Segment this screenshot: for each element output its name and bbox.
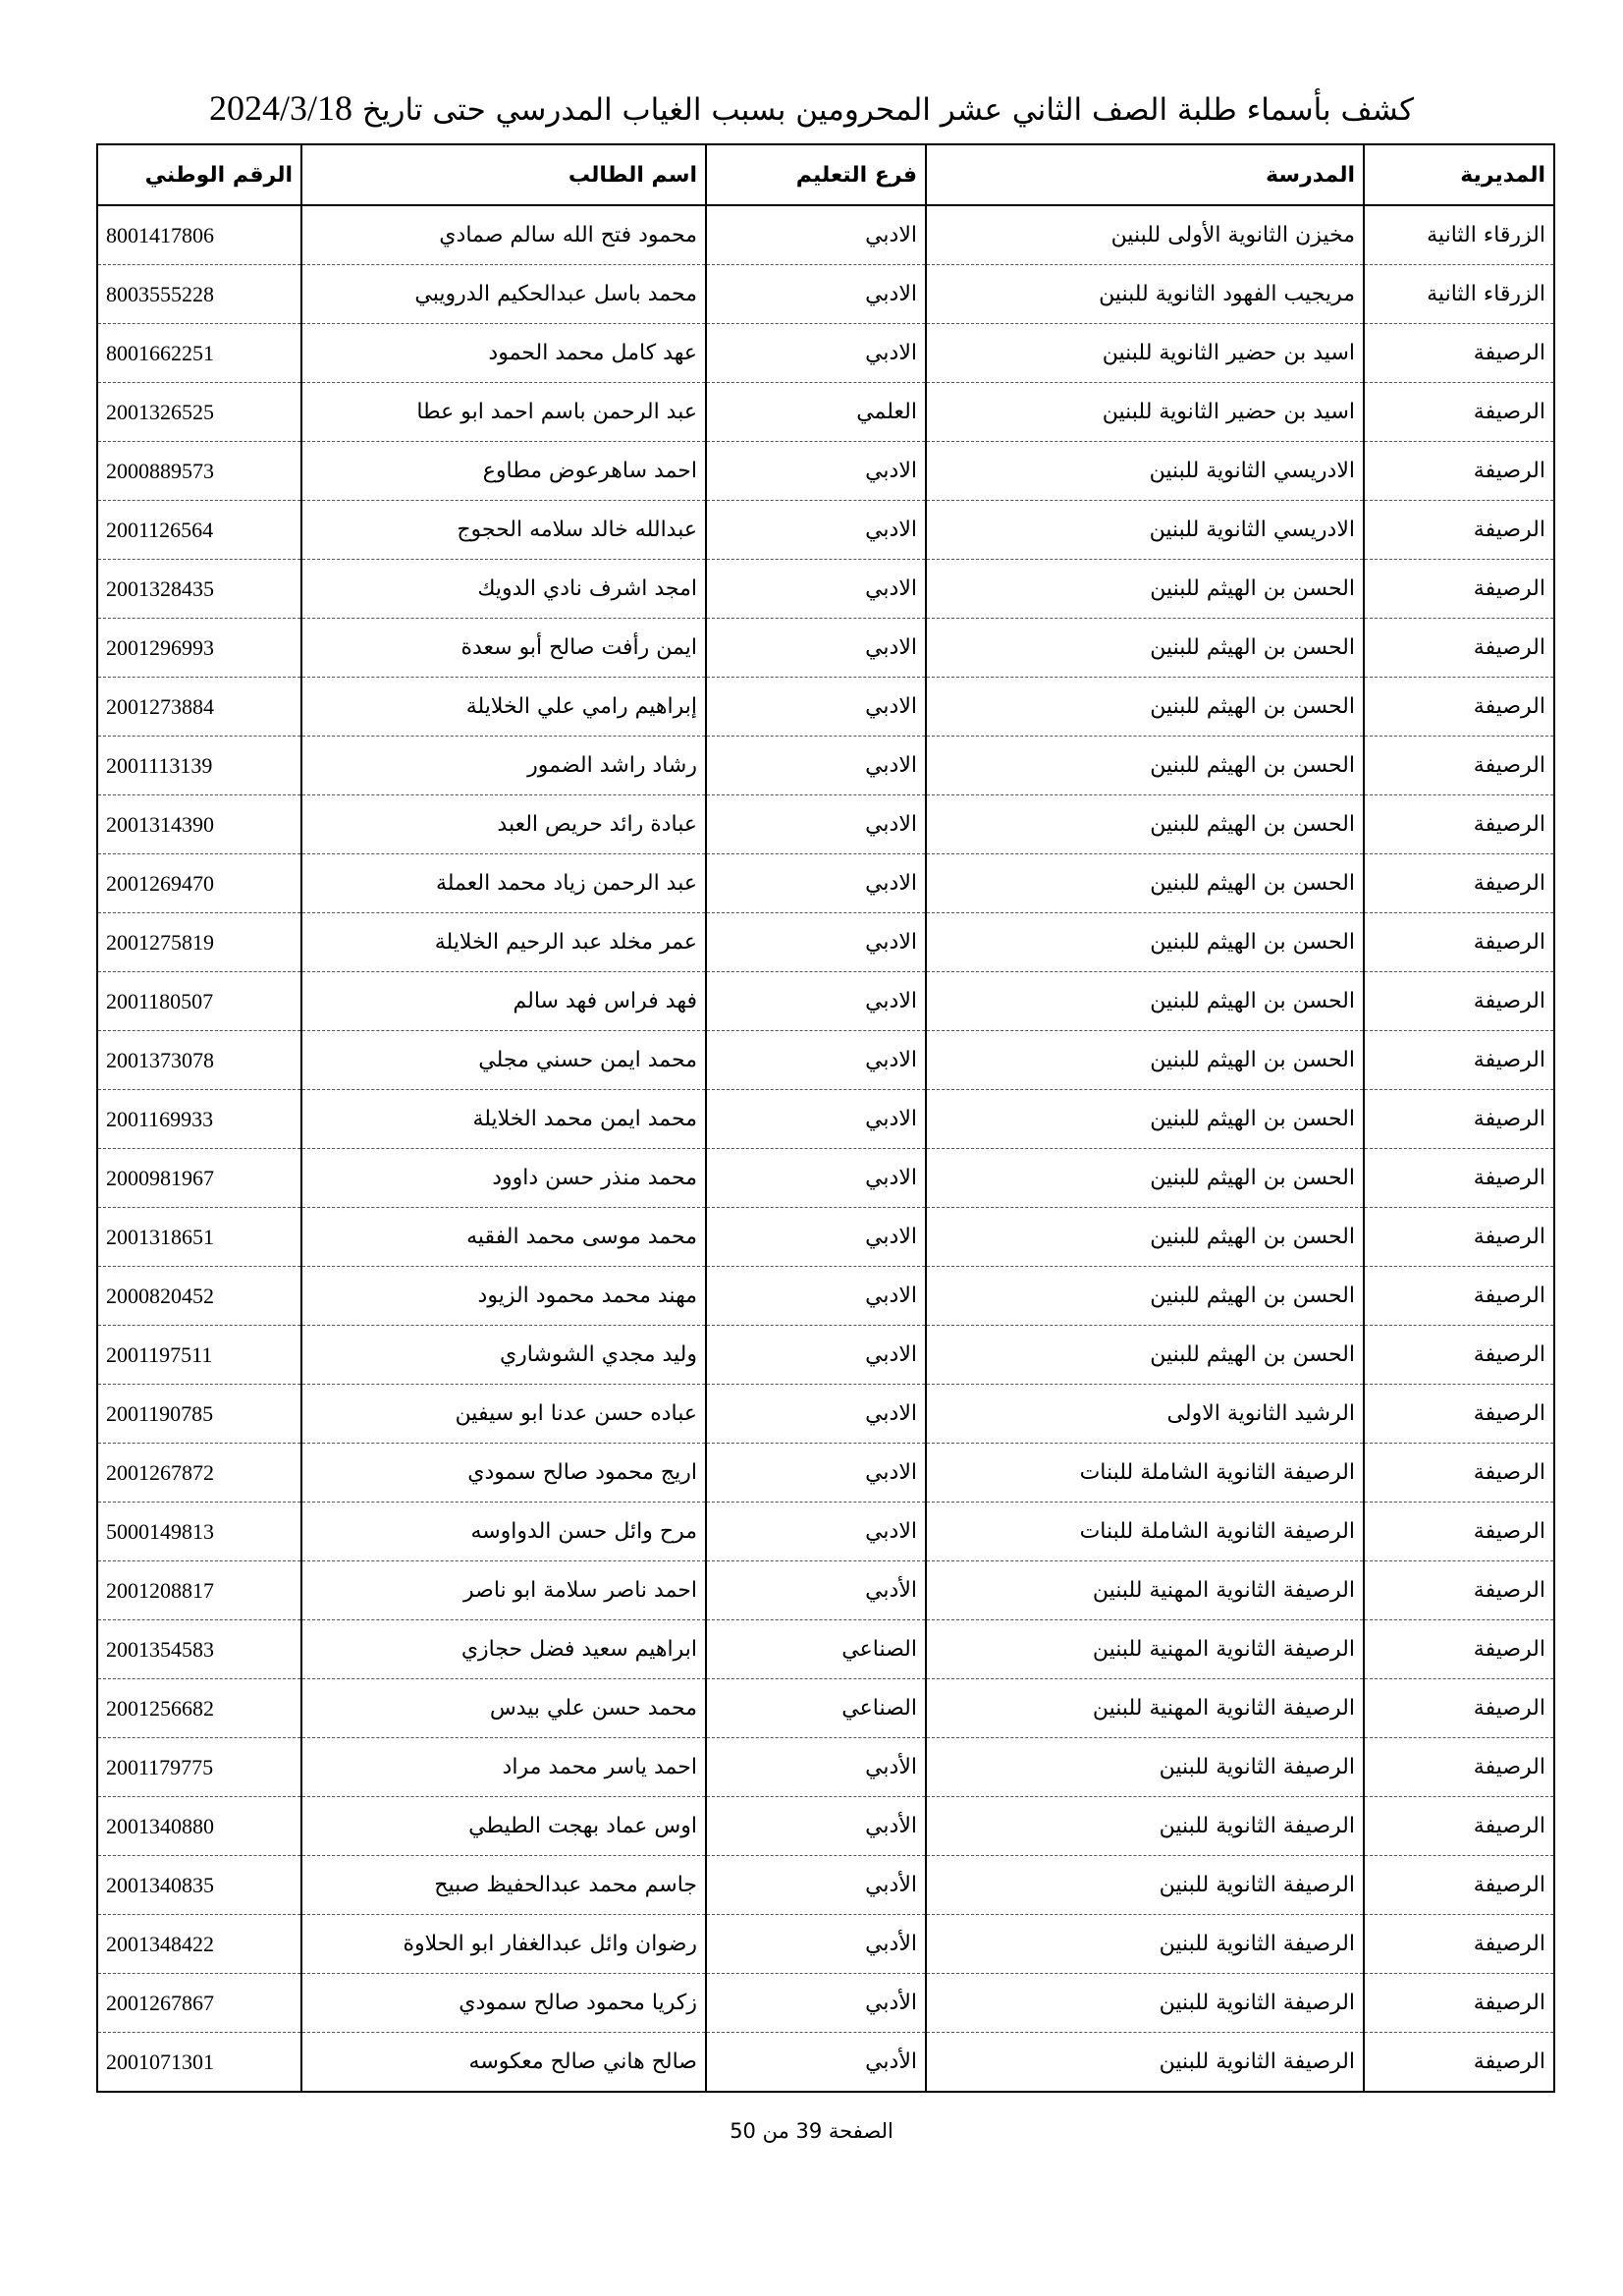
table-row xyxy=(97,1679,1554,1738)
cell-branch: الادبي xyxy=(706,501,926,560)
cell-national-id: 2001126564 xyxy=(97,501,301,560)
header-branch: فرع التعليم xyxy=(706,144,926,205)
table-row xyxy=(97,1561,1554,1620)
cell-national-id: 2001180507 xyxy=(97,972,301,1031)
table-row xyxy=(97,1915,1554,1974)
cell-directorate: الرصيفة xyxy=(1364,913,1554,972)
cell-school: الرصيفة الثانوية للبنين xyxy=(926,1797,1364,1856)
cell-national-id: 5000149813 xyxy=(97,1503,301,1561)
table-row xyxy=(97,1856,1554,1915)
cell-national-id: 2001326525 xyxy=(97,383,301,442)
cell-student-name: عهد كامل محمد الحمود xyxy=(301,324,706,383)
cell-school: الرصيفة الثانوية للبنين xyxy=(926,1974,1364,2033)
cell-directorate: الرصيفة xyxy=(1364,1326,1554,1385)
cell-school: الحسن بن الهيثم للبنين xyxy=(926,972,1364,1031)
table-row xyxy=(97,383,1554,442)
cell-branch: الادبي xyxy=(706,795,926,854)
cell-branch: الادبي xyxy=(706,1208,926,1267)
cell-branch: الأدبي xyxy=(706,1561,926,1620)
cell-directorate: الرصيفة xyxy=(1364,1738,1554,1797)
cell-school: مريجيب الفهود الثانوية للبنين xyxy=(926,265,1364,324)
table-row xyxy=(97,1738,1554,1797)
cell-national-id: 2001340880 xyxy=(97,1797,301,1856)
cell-national-id: 2001256682 xyxy=(97,1679,301,1738)
page-title xyxy=(0,86,1623,132)
cell-branch: الادبي xyxy=(706,205,926,265)
cell-directorate: الرصيفة xyxy=(1364,501,1554,560)
cell-branch: الادبي xyxy=(706,265,926,324)
cell-branch: الصناعي xyxy=(706,1679,926,1738)
table-row xyxy=(97,501,1554,560)
title-date: 2024/3/18 xyxy=(208,88,352,128)
cell-student-name: محمد موسى محمد الفقيه xyxy=(301,1208,706,1267)
table-row xyxy=(97,1620,1554,1679)
cell-directorate: الرصيفة xyxy=(1364,1267,1554,1326)
table-row xyxy=(97,1444,1554,1503)
cell-school: الحسن بن الهيثم للبنين xyxy=(926,913,1364,972)
cell-directorate: الرصيفة xyxy=(1364,1915,1554,1974)
table-row xyxy=(97,1974,1554,2033)
table-row xyxy=(97,678,1554,737)
cell-school: الحسن بن الهيثم للبنين xyxy=(926,854,1364,913)
table-row xyxy=(97,1267,1554,1326)
cell-directorate: الرصيفة xyxy=(1364,1149,1554,1208)
cell-school: الحسن بن الهيثم للبنين xyxy=(926,1031,1364,1090)
header-directorate: المديرية xyxy=(1364,144,1554,205)
table-row xyxy=(97,1090,1554,1149)
cell-school: اسيد بن حضير الثانوية للبنين xyxy=(926,324,1364,383)
cell-directorate: الزرقاء الثانية xyxy=(1364,205,1554,265)
table-row xyxy=(97,1149,1554,1208)
cell-branch: الأدبي xyxy=(706,1974,926,2033)
cell-branch: الادبي xyxy=(706,913,926,972)
cell-student-name: احمد ياسر محمد مراد xyxy=(301,1738,706,1797)
cell-student-name: اريج محمود صالح سمودي xyxy=(301,1444,706,1503)
cell-national-id: 2001267867 xyxy=(97,1974,301,2033)
cell-national-id: 8001417806 xyxy=(97,205,301,265)
cell-branch: الأدبي xyxy=(706,2033,926,2093)
cell-student-name: عبد الرحمن زياد محمد العملة xyxy=(301,854,706,913)
table-row xyxy=(97,619,1554,678)
cell-branch: العلمي xyxy=(706,383,926,442)
cell-branch: الأدبي xyxy=(706,1915,926,1974)
cell-directorate: الرصيفة xyxy=(1364,737,1554,795)
cell-directorate: الرصيفة xyxy=(1364,619,1554,678)
cell-student-name: رضوان وائل عبدالغفار ابو الحلاوة xyxy=(301,1915,706,1974)
cell-directorate: الرصيفة xyxy=(1364,795,1554,854)
cell-school: الرصيفة الثانوية المهنية للبنين xyxy=(926,1561,1364,1620)
page-number: الصفحة 39 من 50 xyxy=(730,2119,893,2143)
cell-student-name: وليد مجدي الشوشاري xyxy=(301,1326,706,1385)
cell-school: الرشيد الثانوية الاولى xyxy=(926,1385,1364,1444)
cell-student-name: احمد ساهرعوض مطاوع xyxy=(301,442,706,501)
table-row xyxy=(97,1385,1554,1444)
cell-school: الرصيفة الثانوية للبنين xyxy=(926,1915,1364,1974)
cell-student-name: عبدالله خالد سلامه الحجوج xyxy=(301,501,706,560)
table-row xyxy=(97,1031,1554,1090)
cell-branch: الادبي xyxy=(706,324,926,383)
cell-directorate: الرصيفة xyxy=(1364,1090,1554,1149)
cell-school: الادريسي الثانوية للبنين xyxy=(926,442,1364,501)
cell-directorate: الرصيفة xyxy=(1364,678,1554,737)
cell-student-name: محمود فتح الله سالم صمادي xyxy=(301,205,706,265)
cell-branch: الادبي xyxy=(706,560,926,619)
cell-national-id: 2001318651 xyxy=(97,1208,301,1267)
cell-national-id: 2001275819 xyxy=(97,913,301,972)
table-row xyxy=(97,1208,1554,1267)
cell-national-id: 2001296993 xyxy=(97,619,301,678)
table-row xyxy=(97,737,1554,795)
table-row xyxy=(97,2033,1554,2093)
table-row xyxy=(97,205,1554,265)
cell-national-id: 2000981967 xyxy=(97,1149,301,1208)
cell-branch: الادبي xyxy=(706,1267,926,1326)
cell-national-id: 2001354583 xyxy=(97,1620,301,1679)
cell-school: مخيزن الثانوية الأولى للبنين xyxy=(926,205,1364,265)
cell-national-id: 2001340835 xyxy=(97,1856,301,1915)
cell-student-name: عبد الرحمن باسم احمد ابو عطا xyxy=(301,383,706,442)
cell-national-id: 2000820452 xyxy=(97,1267,301,1326)
cell-school: الحسن بن الهيثم للبنين xyxy=(926,1267,1364,1326)
cell-school: الحسن بن الهيثم للبنين xyxy=(926,678,1364,737)
cell-directorate: الرصيفة xyxy=(1364,1974,1554,2033)
cell-school: الرصيفة الثانوية للبنين xyxy=(926,1856,1364,1915)
cell-branch: الادبي xyxy=(706,678,926,737)
cell-student-name: محمد ايمن محمد الخلايلة xyxy=(301,1090,706,1149)
cell-student-name: محمد منذر حسن داوود xyxy=(301,1149,706,1208)
cell-school: الرصيفة الثانوية للبنين xyxy=(926,1738,1364,1797)
cell-school: الرصيفة الثانوية المهنية للبنين xyxy=(926,1679,1364,1738)
table-row xyxy=(97,972,1554,1031)
cell-school: الرصيفة الثانوية الشاملة للبنات xyxy=(926,1444,1364,1503)
cell-student-name: صالح هاني صالح معكوسه xyxy=(301,2033,706,2093)
cell-directorate: الرصيفة xyxy=(1364,1031,1554,1090)
cell-national-id: 2001273884 xyxy=(97,678,301,737)
cell-national-id: 2001267872 xyxy=(97,1444,301,1503)
header-national-id: الرقم الوطني xyxy=(97,144,301,205)
cell-student-name: جاسم محمد عبدالحفيظ صبيح xyxy=(301,1856,706,1915)
cell-national-id: 2001190785 xyxy=(97,1385,301,1444)
cell-directorate: الرصيفة xyxy=(1364,383,1554,442)
table-row xyxy=(97,1326,1554,1385)
cell-directorate: الرصيفة xyxy=(1364,1208,1554,1267)
cell-student-name: احمد ناصر سلامة ابو ناصر xyxy=(301,1561,706,1620)
table-row xyxy=(97,1797,1554,1856)
cell-branch: الادبي xyxy=(706,1503,926,1561)
cell-school: الرصيفة الثانوية للبنين xyxy=(926,2033,1364,2093)
cell-directorate: الرصيفة xyxy=(1364,1385,1554,1444)
cell-directorate: الرصيفة xyxy=(1364,324,1554,383)
cell-national-id: 2001269470 xyxy=(97,854,301,913)
cell-branch: الادبي xyxy=(706,1149,926,1208)
cell-student-name: فهد فراس فهد سالم xyxy=(301,972,706,1031)
cell-directorate: الزرقاء الثانية xyxy=(1364,265,1554,324)
cell-branch: الأدبي xyxy=(706,1797,926,1856)
cell-school: الحسن بن الهيثم للبنين xyxy=(926,619,1364,678)
cell-branch: الصناعي xyxy=(706,1620,926,1679)
cell-student-name: زكريا محمود صالح سمودي xyxy=(301,1974,706,2033)
cell-school: الحسن بن الهيثم للبنين xyxy=(926,1208,1364,1267)
cell-directorate: الرصيفة xyxy=(1364,1620,1554,1679)
cell-national-id: 8001662251 xyxy=(97,324,301,383)
cell-student-name: ابراهيم سعيد فضل حجازي xyxy=(301,1620,706,1679)
table-row xyxy=(97,913,1554,972)
cell-directorate: الرصيفة xyxy=(1364,2033,1554,2093)
cell-national-id: 2001328435 xyxy=(97,560,301,619)
cell-school: الحسن بن الهيثم للبنين xyxy=(926,1326,1364,1385)
cell-national-id: 2001373078 xyxy=(97,1031,301,1090)
cell-school: الرصيفة الثانوية المهنية للبنين xyxy=(926,1620,1364,1679)
cell-branch: الادبي xyxy=(706,854,926,913)
cell-student-name: عمر مخلد عبد الرحيم الخلايلة xyxy=(301,913,706,972)
cell-branch: الأدبي xyxy=(706,1856,926,1915)
cell-school: الحسن بن الهيثم للبنين xyxy=(926,560,1364,619)
table-row xyxy=(97,324,1554,383)
header-student-name: اسم الطالب xyxy=(301,144,706,205)
cell-school: الادريسي الثانوية للبنين xyxy=(926,501,1364,560)
cell-national-id: 8003555228 xyxy=(97,265,301,324)
table-row xyxy=(97,560,1554,619)
cell-student-name: عبادة رائد حريص العبد xyxy=(301,795,706,854)
students-table xyxy=(96,143,1555,2093)
cell-branch: الادبي xyxy=(706,737,926,795)
cell-school: الرصيفة الثانوية الشاملة للبنات xyxy=(926,1503,1364,1561)
table-row xyxy=(97,1503,1554,1561)
cell-branch: الادبي xyxy=(706,1090,926,1149)
table-row xyxy=(97,442,1554,501)
cell-school: الحسن بن الهيثم للبنين xyxy=(926,1149,1364,1208)
cell-directorate: الرصيفة xyxy=(1364,1856,1554,1915)
cell-student-name: ايمن رأفت صالح أبو سعدة xyxy=(301,619,706,678)
cell-school: الحسن بن الهيثم للبنين xyxy=(926,1090,1364,1149)
cell-directorate: الرصيفة xyxy=(1364,1797,1554,1856)
cell-directorate: الرصيفة xyxy=(1364,560,1554,619)
cell-student-name: رشاد راشد الضمور xyxy=(301,737,706,795)
table-row xyxy=(97,795,1554,854)
cell-student-name: محمد باسل عبدالحكيم الدرويبي xyxy=(301,265,706,324)
table-header-row xyxy=(97,144,1554,205)
cell-directorate: الرصيفة xyxy=(1364,1444,1554,1503)
cell-national-id: 2001071301 xyxy=(97,2033,301,2093)
cell-national-id: 2000889573 xyxy=(97,442,301,501)
cell-directorate: الرصيفة xyxy=(1364,442,1554,501)
cell-directorate: الرصيفة xyxy=(1364,1503,1554,1561)
cell-school: الحسن بن الهيثم للبنين xyxy=(926,737,1364,795)
cell-school: الحسن بن الهيثم للبنين xyxy=(926,795,1364,854)
cell-national-id: 2001348422 xyxy=(97,1915,301,1974)
cell-student-name: مرح وائل حسن الدواوسه xyxy=(301,1503,706,1561)
table-body xyxy=(97,205,1554,2092)
cell-branch: الادبي xyxy=(706,619,926,678)
cell-student-name: امجد اشرف نادي الدويك xyxy=(301,560,706,619)
cell-student-name: محمد ايمن حسني مجلي xyxy=(301,1031,706,1090)
cell-branch: الادبي xyxy=(706,1444,926,1503)
cell-national-id: 2001169933 xyxy=(97,1090,301,1149)
title-text: كشف بأسماء طلبة الصف الثاني عشر المحرومين بسبب الغياب المدرسي حتى تاريخ xyxy=(361,92,1415,128)
cell-student-name: عباده حسن عدنا ابو سيفين xyxy=(301,1385,706,1444)
cell-school: اسيد بن حضير الثانوية للبنين xyxy=(926,383,1364,442)
cell-directorate: الرصيفة xyxy=(1364,1679,1554,1738)
header-school: المدرسة xyxy=(926,144,1364,205)
table-row xyxy=(97,854,1554,913)
cell-national-id: 2001197511 xyxy=(97,1326,301,1385)
cell-student-name: إبراهيم رامي علي الخلايلة xyxy=(301,678,706,737)
cell-student-name: محمد حسن علي بيدس xyxy=(301,1679,706,1738)
cell-branch: الادبي xyxy=(706,1385,926,1444)
cell-branch: الادبي xyxy=(706,442,926,501)
cell-national-id: 2001179775 xyxy=(97,1738,301,1797)
cell-national-id: 2001113139 xyxy=(97,737,301,795)
cell-branch: الادبي xyxy=(706,1031,926,1090)
cell-branch: الادبي xyxy=(706,972,926,1031)
cell-national-id: 2001208817 xyxy=(97,1561,301,1620)
cell-directorate: الرصيفة xyxy=(1364,854,1554,913)
cell-directorate: الرصيفة xyxy=(1364,1561,1554,1620)
cell-national-id: 2001314390 xyxy=(97,795,301,854)
table-row xyxy=(97,265,1554,324)
cell-directorate: الرصيفة xyxy=(1364,972,1554,1031)
cell-branch: الادبي xyxy=(706,1326,926,1385)
cell-branch: الأدبي xyxy=(706,1738,926,1797)
cell-student-name: اوس عماد بهجت الطيطي xyxy=(301,1797,706,1856)
cell-student-name: مهند محمد محمود الزيود xyxy=(301,1267,706,1326)
